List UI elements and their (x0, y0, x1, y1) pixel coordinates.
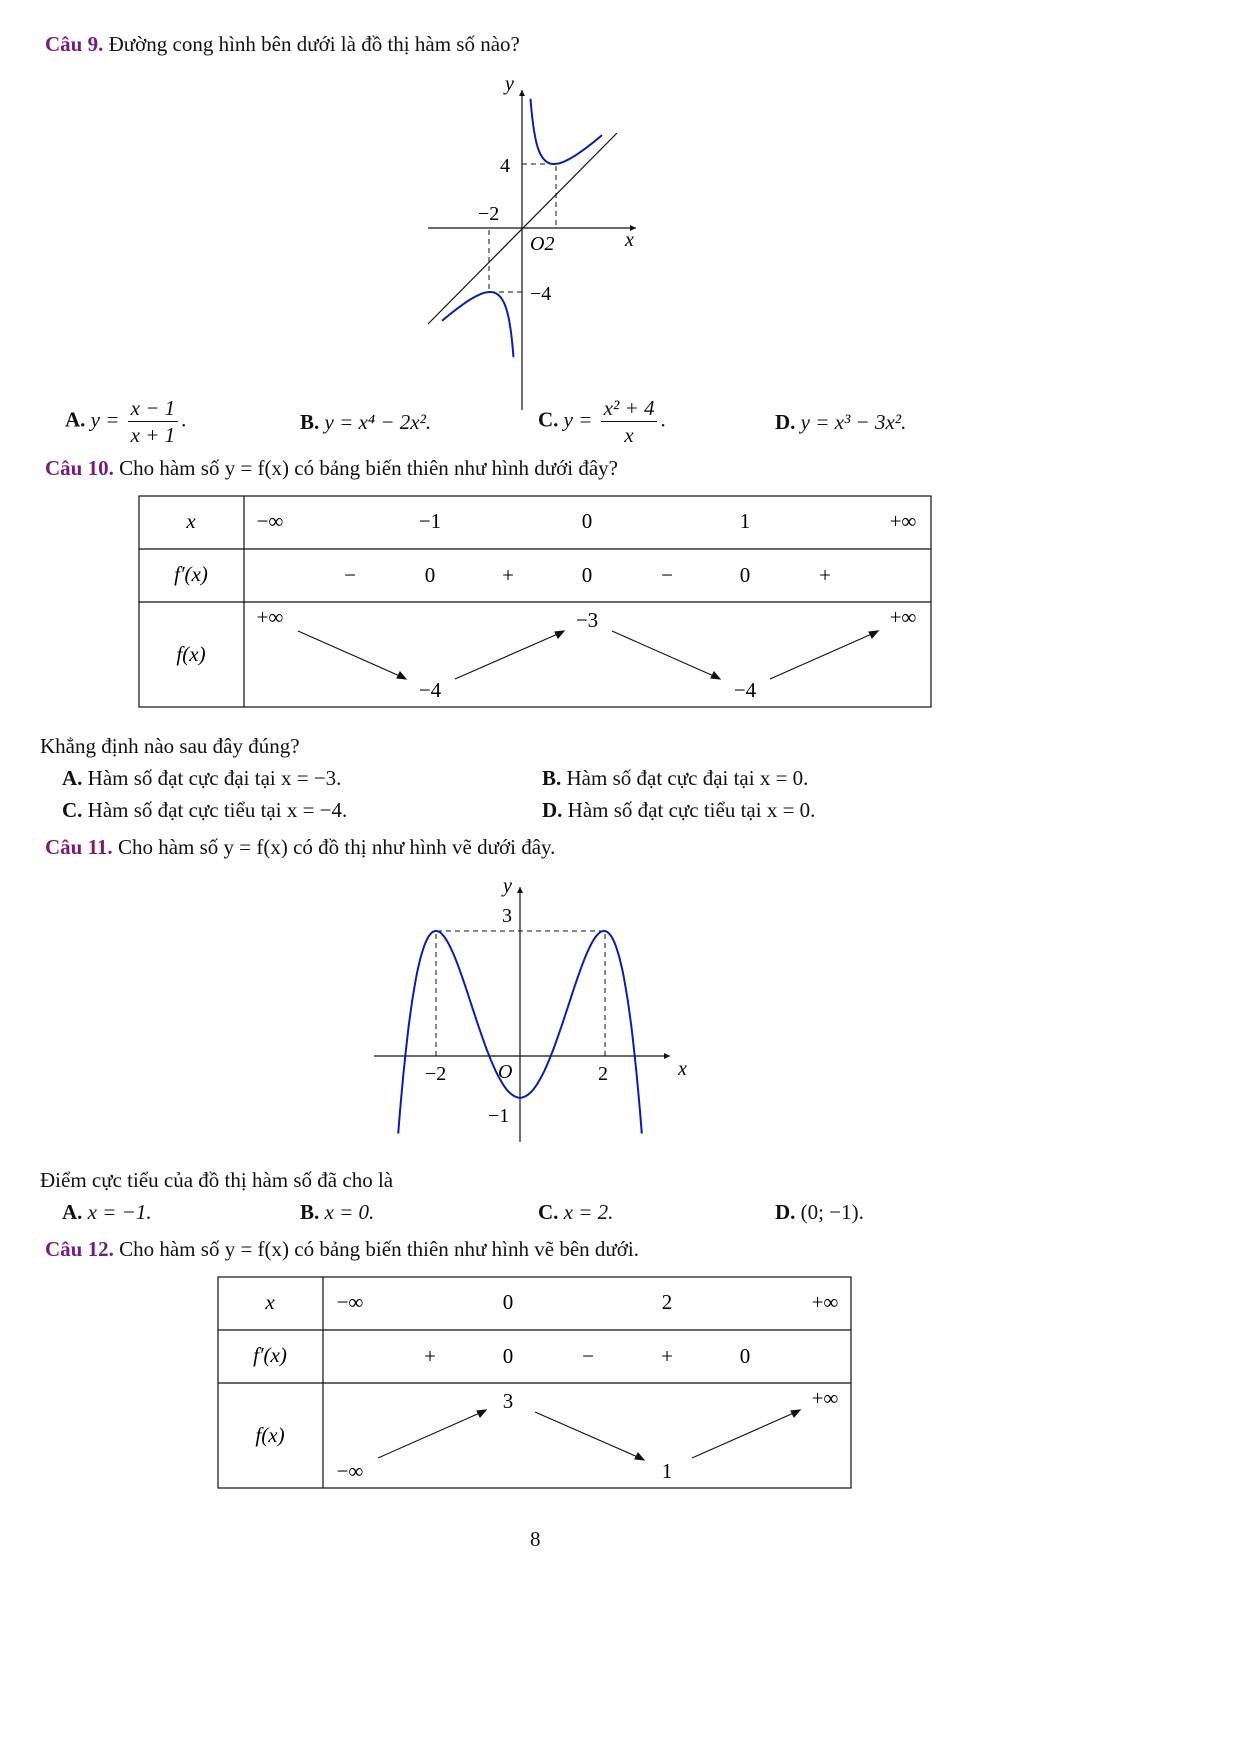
q9-y-label: y (505, 75, 514, 95)
q10-f-value: +∞ (889, 605, 917, 629)
q12-arrowhead (477, 1410, 486, 1417)
q9-guide-min (489, 228, 522, 292)
q10-f-value: −3 (575, 608, 599, 632)
q11-y-label: y (503, 875, 512, 897)
q9-guide-max (522, 164, 556, 228)
q12-fprime-sign: − (582, 1344, 594, 1368)
q9-tick-4: 4 (500, 155, 510, 177)
q12-arrowhead (635, 1453, 644, 1460)
q11-prompt: Điểm cực tiểu của đồ thị hàm số đã cho là (40, 1168, 394, 1192)
q10-variation-table (138, 495, 933, 710)
q9-option-a[interactable]: A. y = $\frac{x - 1}{x + 1}$ . (65, 396, 187, 447)
q10-fprime-sign: 0 (739, 563, 751, 587)
q11-origin: O (498, 1061, 513, 1083)
q10-option-a[interactable]: A. Hàm số đạt cực đại tại x = −3. (62, 766, 342, 790)
q9-text: Đường cong hình bên dưới là đồ thị hàm số nào? (108, 32, 520, 56)
q10-option-c[interactable]: C. Hàm số đạt cực tiểu tại x = −4. (62, 798, 348, 822)
q11-tick-3: 3 (502, 905, 512, 927)
q9-curve-left (442, 292, 514, 357)
q11-x-arrow (664, 1053, 670, 1059)
q12-f-value: 1 (661, 1459, 673, 1483)
q10-prompt: Khẳng định nào sau đây đúng? (40, 734, 300, 758)
q10-fprime-sign: − (661, 563, 673, 587)
q9-curve-right (531, 99, 603, 164)
q11-tick-neg2: −2 (425, 1063, 447, 1085)
q9-label: Câu 9. (45, 32, 104, 56)
q10-x-value: 0 (581, 509, 593, 533)
q10-row-x: x (186, 509, 196, 533)
q11-stem (45, 835, 555, 860)
q12-arrow-up (378, 1412, 482, 1458)
q10-fprime-sign: − (344, 563, 356, 587)
q9-option-a-fraction: $\frac{x - 1}{x + 1}$ (128, 395, 179, 448)
q12-f-value: −∞ (336, 1459, 364, 1483)
q12-row-x: x (265, 1290, 275, 1314)
q12-f-value: 3 (502, 1389, 514, 1413)
q12-x-value: 0 (502, 1290, 514, 1314)
q12-fprime-sign: + (424, 1344, 436, 1368)
q11-y-arrow (517, 887, 523, 893)
q12-arrow-up (692, 1412, 796, 1458)
q12-stem (45, 1237, 639, 1262)
q9-origin-2: O2 (530, 233, 555, 255)
q11-text: Cho hàm số y = f(x) có đồ thị như hình vẽ dưới đây. (117, 835, 556, 859)
q10-arrowhead (711, 672, 720, 679)
q10-option-d[interactable]: D. Hàm số đạt cực tiểu tại x = 0. (542, 798, 816, 822)
q10-x-value: −∞ (256, 509, 284, 533)
q12-x-value: +∞ (811, 1290, 839, 1314)
q11-option-b[interactable]: B. x = 0. (300, 1200, 375, 1224)
q10-f-value: −4 (733, 678, 757, 702)
q12-fprime-sign: + (661, 1344, 673, 1368)
q9-graph (420, 75, 720, 415)
q9-tick-neg2: −2 (478, 203, 500, 225)
q10-arrowhead (869, 631, 878, 638)
q11-tick-neg1: −1 (488, 1105, 510, 1127)
q10-fprime-sign: + (819, 563, 831, 587)
q10-f-value: −4 (418, 678, 442, 702)
q11-option-a[interactable]: A. x = −1. (62, 1200, 152, 1224)
q10-x-value: +∞ (889, 509, 917, 533)
q11-x-label: x (678, 1058, 687, 1080)
q12-x-value: 2 (661, 1290, 673, 1314)
q9-option-d[interactable]: D. y = x³ − 3x². (775, 410, 907, 434)
q11-option-d[interactable]: D. (0; −1). (775, 1200, 864, 1224)
q10-fprime-sign: 0 (424, 563, 436, 587)
q10-text: Cho hàm số y = f(x) có bảng biến thiên như hình dưới đây? (119, 456, 618, 480)
q12-row-f: f(x) (255, 1423, 285, 1447)
q12-label: Câu 12. (45, 1237, 114, 1261)
q12-x-value: −∞ (336, 1290, 364, 1314)
q10-arrow-down (298, 631, 402, 677)
q11-label: Câu 11. (45, 835, 113, 859)
q10-row-fprime: f′(x) (174, 562, 208, 586)
q12-fprime-sign: 0 (739, 1344, 751, 1368)
q9-stem (45, 32, 520, 57)
q10-label: Câu 10. (45, 456, 114, 480)
q12-fprime-sign: 0 (502, 1344, 514, 1368)
q12-arrowhead (791, 1410, 800, 1417)
q12-arrow-down (535, 1412, 640, 1458)
q11-option-c[interactable]: C. x = 2. (538, 1200, 614, 1224)
q10-x-value: −1 (418, 509, 442, 533)
q11-graph (370, 872, 700, 1147)
q10-option-b[interactable]: B. Hàm số đạt cực đại tại x = 0. (542, 766, 809, 790)
page-number: 8 (530, 1527, 541, 1551)
q9-option-c-fraction: $\frac{\text{x² + 4}}{x}$ (601, 395, 658, 448)
q9-x-label: x (625, 229, 634, 251)
q10-fprime-sign: + (502, 563, 514, 587)
q10-x-value: 1 (739, 509, 751, 533)
q9-option-c[interactable]: C. y = $\frac{\text{x² + 4}}{x}$ . (538, 396, 666, 447)
q10-row-f: f(x) (176, 642, 206, 666)
q10-arrow-up (770, 633, 874, 679)
q10-arrow-up (455, 633, 560, 679)
q9-y-arrow (519, 90, 525, 96)
q10-stem (45, 456, 618, 481)
q10-fprime-sign: 0 (581, 563, 593, 587)
q10-arrowhead (555, 631, 564, 638)
q12-f-value: +∞ (811, 1386, 839, 1410)
q10-arrowhead (397, 672, 406, 679)
q10-arrow-down (612, 631, 716, 677)
q10-f-value: +∞ (256, 605, 284, 629)
q12-text: Cho hàm số y = f(x) có bảng biến thiên như hình vẽ bên dưới. (119, 1237, 639, 1261)
q12-variation-table (216, 1276, 856, 1491)
q12-row-fprime: f′(x) (253, 1343, 287, 1367)
q11-tick-2: 2 (598, 1063, 608, 1085)
q9-tick-neg4: −4 (530, 283, 552, 305)
q9-option-b[interactable]: B. y = x⁴ − 2x². (300, 410, 432, 434)
